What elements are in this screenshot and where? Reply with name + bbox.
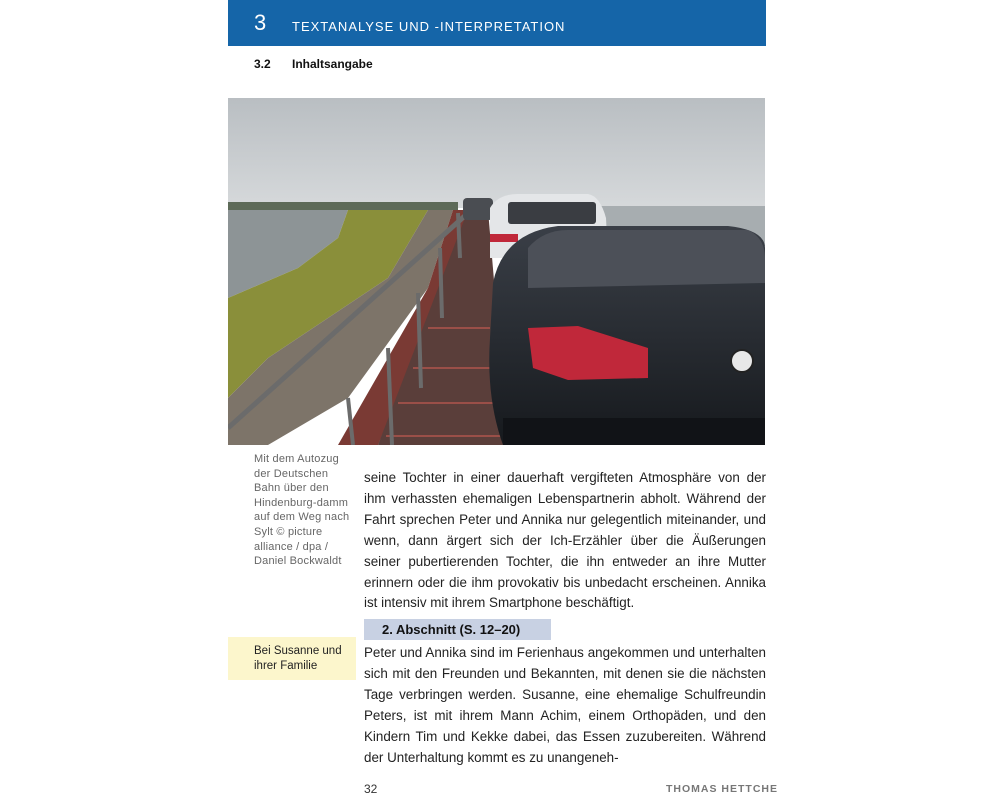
chapter-header-bar xyxy=(228,0,766,46)
photo-illustration xyxy=(228,98,765,445)
suv-rear-window xyxy=(508,202,596,224)
distant-car xyxy=(463,198,493,220)
margin-note-box xyxy=(228,637,356,680)
sky xyxy=(228,98,765,208)
suv-taillight xyxy=(490,234,518,242)
body-paragraph-2: Peter und Annika sind im Ferienhaus angekommen und unterhalten sich mit den Freunden und Bekannten, mit denen sie die nächsten Tage verbringen werden. Susanne, eine ehemalige Schulfreundin Peters, ist mit ihrem Mann Achim, einem Orthopäden, und den Kindern Tim und Kekke dabei, das Essen zuzubereiten. Während der Unterhaltung kommt es zu unangeneh- xyxy=(364,645,766,765)
convertible-interior xyxy=(528,230,765,288)
car-train-photo xyxy=(228,98,765,445)
car-bumper xyxy=(503,418,765,445)
figure-caption: Mit dem Autozug der Deutschen Bahn über den Hindenburg-damm auf dem Weg nach Sylt © picture alliance / dpa / Daniel Bockwaldt xyxy=(254,453,350,568)
section-title: Inhaltsangabe xyxy=(292,57,373,71)
chapter-title: TEXTANALYSE UND -INTERPRETATION xyxy=(292,19,566,34)
section-number: 3.2 xyxy=(254,57,271,71)
subheading-text: 2. Abschnitt (S. 12–20) xyxy=(382,622,521,637)
page-number: 32 xyxy=(364,782,378,796)
margin-note-text: Bei Susanne und ihrer Familie xyxy=(254,645,342,672)
subheading-box xyxy=(364,619,551,640)
body-paragraph-1: seine Tochter in einer dauerhaft vergifteten Atmosphäre von der ihm verhassten ehemaligen Lebenspartnerin abholt. Während der Fahrt sprechen Peter und Annika nur gelegentlich miteinander, und wenn, dann ärgert sich der Ich-Erzähler über die Äußerungen seiner pubertierenden Tochter, die ihn entweder an ihre Mutter erinnern oder die ihm provokativ bis unbedacht erscheinen. Annika ist intensiv mit ihrem Smartphone beschäftigt. xyxy=(364,470,766,611)
distant-coast xyxy=(228,202,458,210)
footer-author: THOMAS HETTCHE xyxy=(666,783,778,795)
chapter-number: 3 xyxy=(254,10,267,35)
car-badge xyxy=(731,350,753,372)
